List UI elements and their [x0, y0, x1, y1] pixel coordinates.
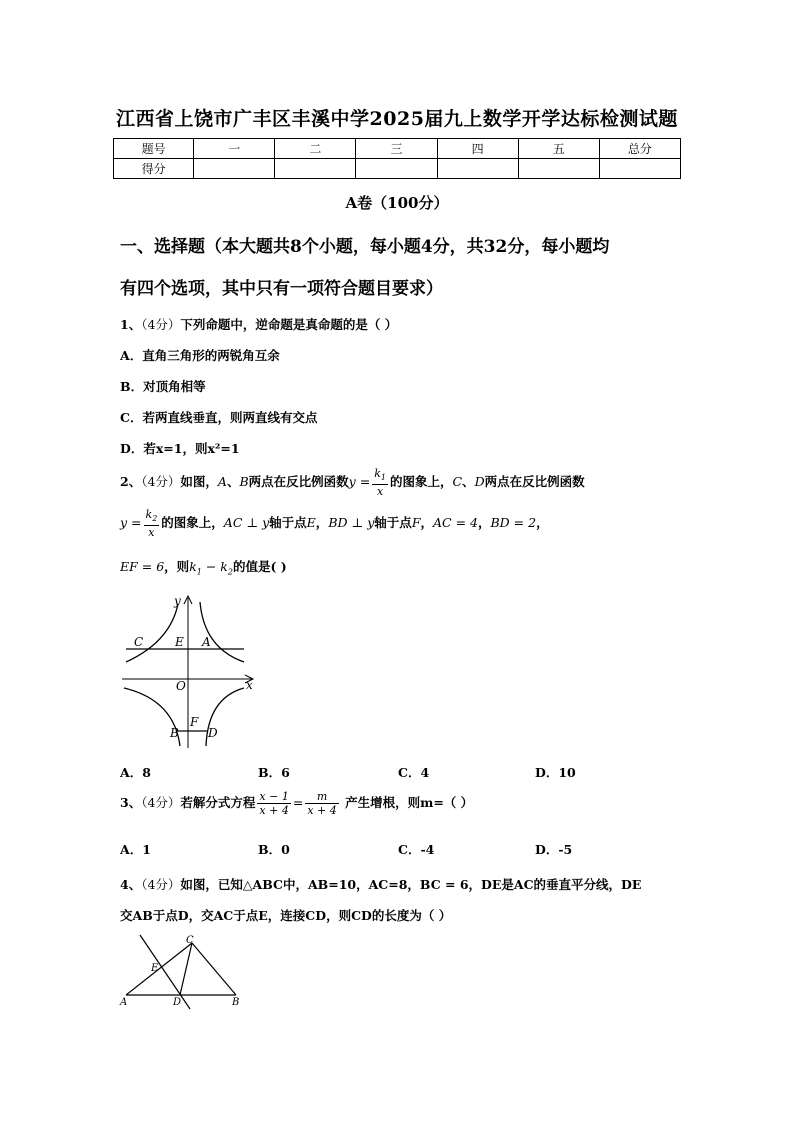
- score-table-cell: 三: [356, 139, 437, 159]
- q4-line2: 交AB于点D，交AC于点E，连接CD，则CD的长度为（ ）: [120, 908, 452, 923]
- label-e: E: [175, 635, 184, 649]
- label-e: E: [151, 963, 159, 974]
- q3-option-c: C．-4: [398, 842, 435, 857]
- label-f: F: [190, 715, 199, 729]
- score-table-cell: 一: [194, 139, 275, 159]
- q2-text: 轴于点: [374, 515, 412, 531]
- label-y: y: [174, 594, 181, 608]
- q2-text: ，: [477, 515, 491, 531]
- q2-k: k: [189, 559, 197, 574]
- q2-number: 2、: [120, 474, 142, 490]
- q1-score: （4分）: [141, 317, 181, 332]
- q2-sub: 1: [196, 567, 202, 577]
- q3-denominator: x + 4: [307, 804, 337, 817]
- q3-equals: =: [292, 795, 304, 810]
- score-input-cell[interactable]: [518, 159, 599, 179]
- q2-line1: [120, 467, 585, 498]
- label-b: B: [232, 997, 240, 1008]
- q2-option-c: C．4: [398, 765, 430, 780]
- q2-point-e: E: [306, 515, 316, 531]
- score-table-cell: 四: [437, 139, 518, 159]
- q2-text: 、: [226, 474, 240, 490]
- score-table-header-row: [114, 139, 681, 159]
- q4-number: 4、: [120, 877, 142, 892]
- label-d: D: [173, 997, 182, 1008]
- q2-text: ，: [536, 515, 549, 531]
- q2-text: ，: [315, 515, 329, 531]
- score-table-cell: 题号: [114, 139, 194, 159]
- q2-x: x: [376, 485, 384, 499]
- q2-text: 如图，: [180, 474, 218, 490]
- part1-heading-line2: 有四个选项，其中只有一项符合题目要求）: [120, 279, 443, 299]
- q2-fraction-k2: [144, 508, 160, 539]
- q2-x: x: [148, 526, 155, 540]
- score-table-score-row: [114, 159, 681, 179]
- label-a: A: [202, 635, 211, 649]
- q2-point-f: F: [411, 515, 421, 531]
- label-o: O: [176, 679, 186, 693]
- q2-text: 的图象上，: [161, 515, 224, 531]
- score-table-cell: 总分: [599, 139, 680, 159]
- q2-text: 两点在反比例函数: [484, 474, 585, 490]
- q3-denominator: x + 4: [259, 804, 289, 817]
- curve-quadrant-1: [200, 602, 244, 662]
- q3-option-b: B．0: [258, 842, 290, 857]
- q3-numerator: x − 1: [259, 790, 289, 803]
- q3-option-d: D．-5: [535, 842, 573, 857]
- section-a-heading: A卷（100分）: [345, 194, 449, 212]
- score-input-cell[interactable]: [599, 159, 680, 179]
- q1-option-d: D．若x=1，则x²=1: [120, 441, 240, 456]
- score-input-cell[interactable]: [194, 159, 275, 179]
- q2-text: ，: [420, 515, 434, 531]
- q2-text: 的图象上，: [389, 474, 453, 490]
- q2-point-d: D: [474, 474, 485, 490]
- q2-point-c: C: [452, 474, 463, 490]
- q4-figure: [118, 933, 246, 1013]
- q3-fraction-left: [257, 790, 290, 817]
- q2-point-b: B: [239, 474, 249, 490]
- q1-option-a: A．直角三角形的两锐角互余: [120, 348, 280, 363]
- q2-math: EF = 6: [120, 559, 165, 574]
- q3-score: （4分）: [141, 795, 181, 810]
- q2-math: BD ⊥ y: [328, 515, 375, 531]
- q1-stem-text: 下列命题中，逆命题是真命题的是（ ）: [180, 317, 398, 332]
- q2-expression: [189, 559, 233, 577]
- q2-point-a: A: [217, 474, 227, 490]
- line-de: [140, 935, 190, 1009]
- q3-text: 若解分式方程: [180, 795, 256, 810]
- label-a: A: [120, 997, 128, 1008]
- q2-math: y =: [348, 474, 371, 490]
- q4-score: （4分）: [141, 877, 181, 892]
- q2-text: 的值是( ): [232, 559, 287, 574]
- q1-number: 1、: [120, 317, 142, 332]
- q2-math: BD = 2: [490, 515, 537, 531]
- q2-math: y =: [120, 515, 142, 531]
- q2-fraction-k1: [372, 467, 388, 498]
- q2-option-b: B．6: [258, 765, 290, 780]
- q2-text: ，则: [164, 559, 190, 574]
- q2-text: 两点在反比例函数: [248, 474, 349, 490]
- curve-quadrant-2: [126, 604, 178, 662]
- label-c: C: [134, 635, 144, 649]
- q1-option-b: B．对顶角相等: [120, 379, 206, 394]
- q2-option-d: D．10: [535, 765, 576, 780]
- score-input-cell[interactable]: [437, 159, 518, 179]
- q4-text: 如图，已知△ABC中，AB=10，AC=8，BC = 6，DE是AC的垂直平分线，DE: [180, 877, 642, 892]
- q3-option-a: A．1: [120, 842, 151, 857]
- q2-figure: [118, 590, 258, 750]
- q3-text: 产生增根，则m=（ ）: [345, 795, 474, 810]
- q2-sub: 2: [152, 514, 158, 524]
- q2-math: AC = 4: [433, 515, 478, 531]
- q2-score: （4分）: [141, 474, 181, 490]
- q2-k: k: [145, 508, 153, 521]
- q1-stem: [120, 315, 397, 333]
- score-input-cell[interactable]: [275, 159, 356, 179]
- score-table-cell: 五: [518, 139, 599, 159]
- q2-sub: 2: [227, 567, 233, 577]
- part1-heading-line1: 一、选择题（本大题共8个小题，每小题4分，共32分，每小题均: [120, 237, 610, 257]
- label-c: C: [186, 935, 194, 946]
- label-d: D: [208, 726, 218, 740]
- q3-numerator: m: [305, 790, 338, 804]
- q3-stem: [120, 790, 473, 817]
- q4-line1: [120, 875, 641, 893]
- score-table: [113, 138, 681, 179]
- page-title: 江西省上饶市广丰区丰溪中学2025届九上数学开学达标检测试题: [116, 108, 678, 130]
- q2-line2: [120, 508, 549, 539]
- q2-text: 、: [462, 474, 475, 490]
- label-x: x: [246, 678, 253, 692]
- q2-math: AC ⊥ y: [223, 515, 270, 531]
- segment-cb: [192, 943, 236, 995]
- q2-sub: 1: [380, 473, 386, 483]
- q2-k: k: [374, 467, 381, 480]
- score-table-cell: 二: [275, 139, 356, 159]
- q2-option-a: A．8: [120, 765, 151, 780]
- score-table-cell: 得分: [114, 159, 194, 179]
- q3-number: 3、: [120, 795, 142, 810]
- q1-option-c: C．若两直线垂直，则两直线有交点: [120, 410, 318, 425]
- q2-text: 轴于点: [269, 515, 307, 531]
- q3-fraction-right: [305, 790, 338, 817]
- label-b: B: [170, 726, 179, 740]
- q2-k: − k: [201, 559, 228, 574]
- score-input-cell[interactable]: [356, 159, 437, 179]
- q2-line3: [120, 557, 287, 577]
